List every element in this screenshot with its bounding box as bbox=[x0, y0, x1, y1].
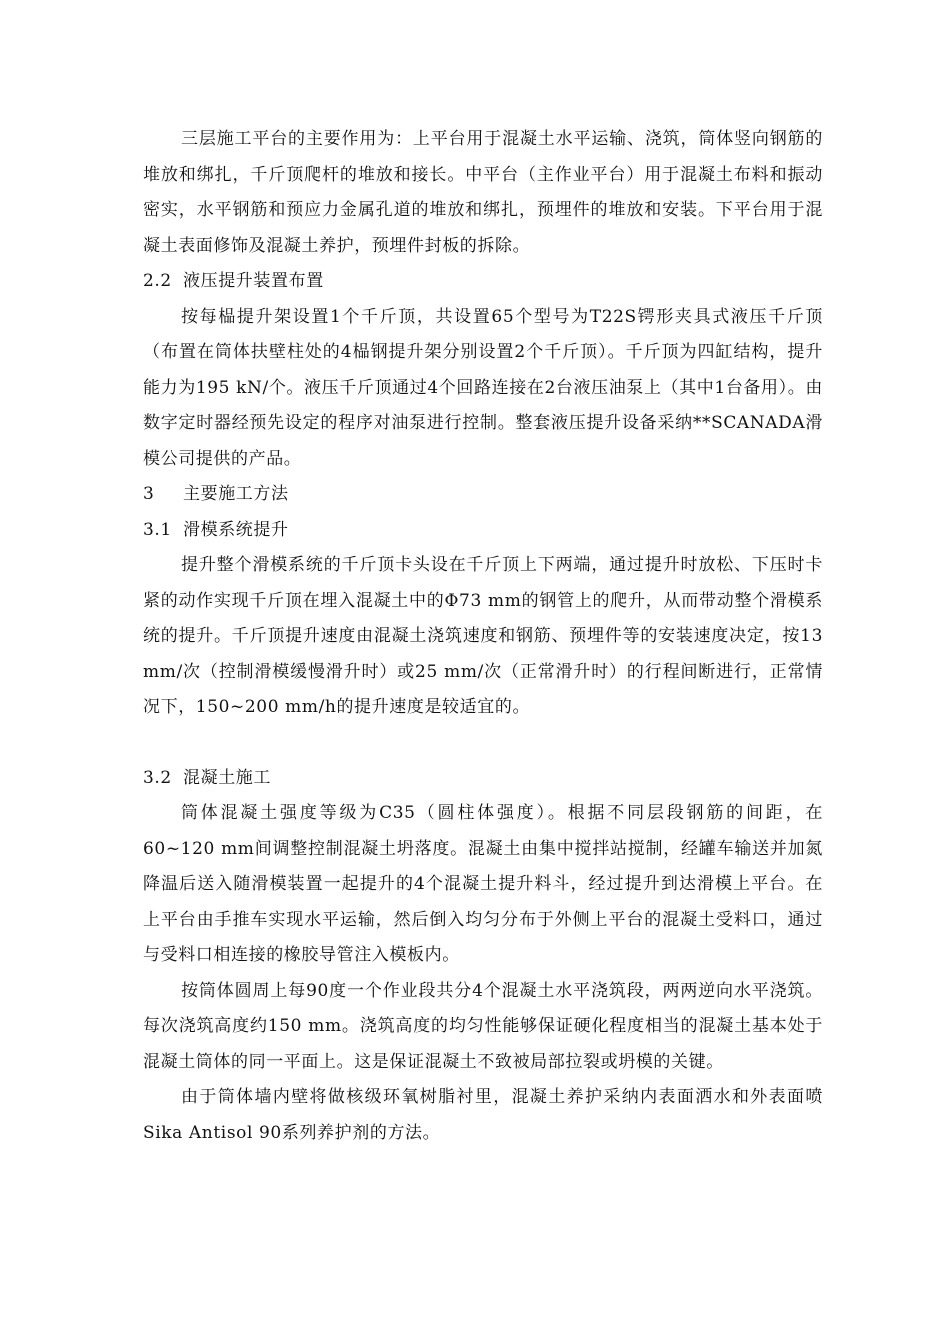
section-title: 液压提升装置布置 bbox=[183, 271, 324, 291]
section-number: 3 bbox=[143, 484, 155, 504]
paragraph-slipform-lifting: 提升整个滑模系统的千斤顶卡头设在千斤顶上下两端，通过提升时放松、下压时卡紧的动作实现千斤顶在埋入混凝土中的Φ73 mm的钢管上的爬升，从而带动整个滑模系统的提升。千斤顶提升速度由混凝土浇筑速度和钢筋、预埋件等的安装速度决定，按13 mm/次（控制滑模缓慢滑升时）或25 mm/次（正常滑升时）的行程间断进行，正常情况下，150~200 mm/h的提升速度是较适宜的。 bbox=[143, 555, 823, 717]
section-title: 混凝土施工 bbox=[183, 767, 271, 788]
section-title: 滑模系统提升 bbox=[183, 519, 289, 540]
section-title: 主要施工方法 bbox=[183, 484, 289, 504]
section-heading-3-2 bbox=[143, 761, 823, 797]
section-number: 3.1 bbox=[143, 519, 172, 540]
paragraph-hydraulic-layout: 按每榀提升架设置1个千斤顶，共设置65个型号为T22S锷形夹具式液压千斤顶（布置在筒体扶壁柱处的4榀钢提升架分别设置2个千斤顶）。千斤顶为四缸结构，提升能力为195 kN/个。液压千斤顶通过4个回路连接在2台液压油泵上（其中1台备用）。由数字定时器经预先设定的程序对油泵进行控制。整套液压提升设备采纳**SCANADA滑模公司提供的产品。 bbox=[143, 306, 823, 469]
blank-line bbox=[143, 726, 823, 761]
section-heading-3-1 bbox=[143, 513, 823, 549]
section-heading-3 bbox=[143, 477, 823, 513]
section-number: 2.2 bbox=[143, 271, 172, 291]
paragraph-pouring-sections: 按筒体圆周上每90度一个作业段共分4个混凝土水平浇筑段，两两逆向水平浇筑。每次浇筑高度约150 mm。浇筑高度的均匀性能够保证硬化程度相当的混凝土基本处于混凝土筒体的同一平面上。这是保证混凝土不致被局部拉裂或坍模的关键。 bbox=[143, 980, 823, 1072]
section-heading-2-2 bbox=[143, 264, 823, 300]
document-body bbox=[143, 122, 823, 1151]
section-number: 3.2 bbox=[143, 767, 172, 788]
paragraph-curing-method: 由于筒体墙内壁将做核级环氧树脂衬里，混凝土养护采纳内表面洒水和外表面喷Sika Antisol 90系列养护剂的方法。 bbox=[143, 1087, 823, 1143]
paragraph-concrete-construction: 筒体混凝土强度等级为C35（圆柱体强度）。根据不同层段钢筋的间距，在60~120 mm间调整控制混凝土坍落度。混凝土由集中搅拌站搅制，经罐车输送并加氮降温后送入随滑模装置一起提升的4个混凝土提升料斗，经过提升到达滑模上平台。在上平台由手推车实现水平运输，然后倒入均匀分布于外侧上平台的混凝土受料口，通过与受料口相连接的橡胶导管注入模板内。 bbox=[143, 803, 823, 965]
paragraph-platform-functions: 三层施工平台的主要作用为：上平台用于混凝土水平运输、浇筑，筒体竖向钢筋的堆放和绑扎，千斤顶爬杆的堆放和接长。中平台（主作业平台）用于混凝土布料和振动密实，水平钢筋和预应力金属孔道的堆放和绑扎，预埋件的堆放和安装。下平台用于混凝土表面修饰及混凝土养护，预埋件封板的拆除。 bbox=[143, 129, 823, 256]
